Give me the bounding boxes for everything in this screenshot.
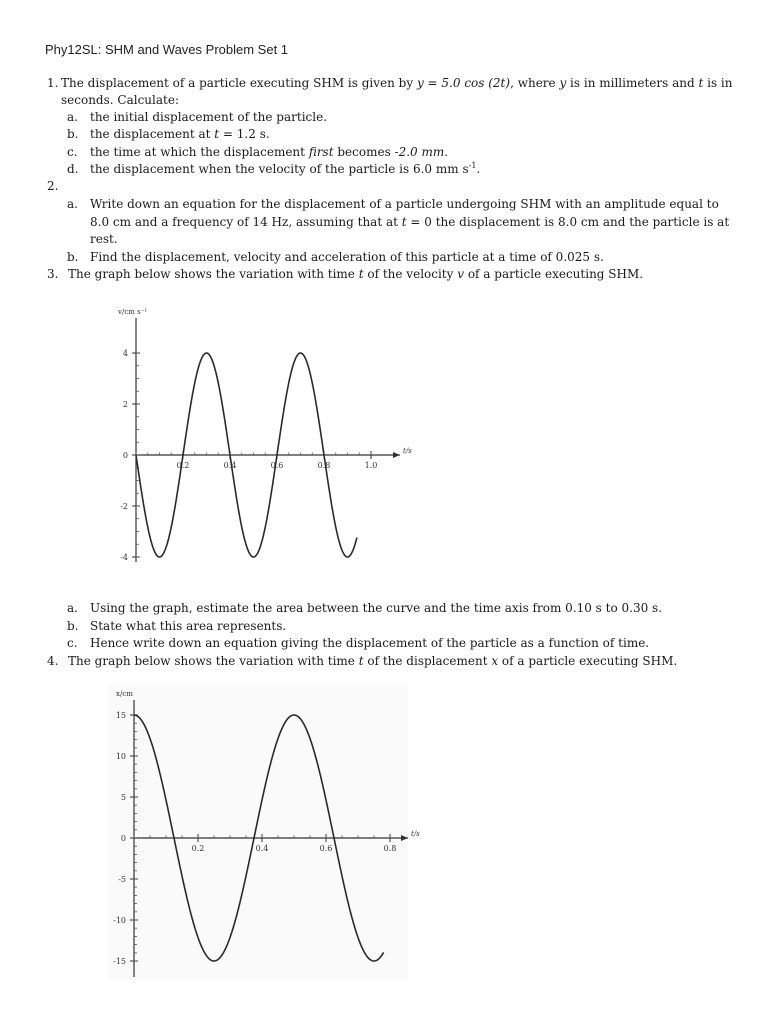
- q3-intro: The graph below shows the variation with time t of the velocity v of a particle executing SHM.: [68, 267, 644, 281]
- y-tick-label: -10: [113, 916, 126, 925]
- q2a-label: a.: [67, 197, 78, 211]
- y-tick-label: 10: [115, 752, 126, 761]
- q1d-text: the displacement when the velocity of the particle is 6.0 mm $s^{-1}$.: [90, 161, 481, 176]
- q1-stem: The displacement of a particle executing SHM is given by y = 5.0 cos (2t), where y is in millimeters and t is in: [61, 76, 733, 90]
- q1c-text: the time at which the displacement first becomes -2.0 mm.: [90, 145, 449, 159]
- q1a-label: a.: [67, 110, 78, 124]
- x-axis-arrow-icon: [393, 452, 400, 458]
- q3c-text: Hence write down an equation giving the displacement of the particle as a function of time.: [90, 636, 650, 650]
- q1a-text: the initial displacement of the particle.: [90, 110, 328, 124]
- y-tick-label: 2: [122, 400, 128, 409]
- q2a-line3: rest.: [90, 232, 118, 246]
- q3a-text: Using the graph, estimate the area between the curve and the time axis from 0.10 s to 0.30 s.: [90, 601, 663, 615]
- y-axis-label: x/cm: [116, 690, 133, 698]
- y-tick-label: 0: [120, 834, 126, 843]
- x-tick-label: 0.4: [223, 461, 237, 470]
- q3b-text: State what this area represents.: [90, 619, 287, 633]
- q3a-label: a.: [67, 601, 78, 615]
- x-tick-label: 0.8: [317, 461, 331, 470]
- x-axis-label: t/s: [411, 830, 420, 838]
- q3c-label: c.: [67, 636, 78, 650]
- x-tick-label: 0.6: [270, 461, 284, 470]
- q2a-line2: 8.0 cm and a frequency of 14 Hz, assuming that at t = 0 the displacement is 8.0 cm and the particle is at: [90, 215, 730, 229]
- y-tick-label: -4: [120, 553, 128, 562]
- q2b-text: Find the displacement, velocity and acceleration of this particle at a time of 0.025 s.: [90, 250, 604, 264]
- q2-number: 2.: [47, 179, 59, 193]
- q2b-label: b.: [67, 250, 79, 264]
- y-tick-label: -5: [118, 875, 126, 884]
- x-axis-label: t/s: [403, 447, 412, 455]
- q1c-label: c.: [67, 145, 78, 159]
- x-tick-label: 1.0: [364, 461, 378, 470]
- q4-number: 4.: [47, 654, 59, 668]
- displacement-time-graph: [100, 685, 440, 980]
- q2a-line1: Write down an equation for the displacement of a particle undergoing SHM with an amplitude equal to: [90, 197, 719, 211]
- q1b-text: the displacement at t = 1.2 s.: [90, 127, 270, 141]
- document-title: Phy12SL: SHM and Waves Problem Set 1: [45, 42, 289, 57]
- x-tick-label: 0.4: [255, 844, 269, 853]
- x-tick-label: 0.2: [191, 844, 205, 853]
- y-tick-label: -2: [120, 502, 128, 511]
- y-tick-label: 15: [115, 711, 126, 720]
- q4-intro: The graph below shows the variation with time t of the displacement x of a particle executing SHM.: [68, 654, 678, 668]
- y-axis-label: v/cm s⁻¹: [118, 308, 148, 316]
- y-tick-label: -15: [113, 957, 126, 966]
- q1d-label: d.: [67, 162, 79, 176]
- velocity-time-graph: [100, 300, 420, 585]
- q1-stem-line2: seconds. Calculate:: [61, 93, 179, 107]
- q1-number: 1.: [47, 76, 59, 90]
- y-tick-label: 4: [122, 349, 128, 358]
- x-tick-label: 0.6: [319, 844, 333, 853]
- q3-number: 3.: [47, 267, 59, 281]
- y-tick-label: 5: [120, 793, 126, 802]
- y-tick-label: 0: [122, 451, 128, 460]
- x-tick-label: 0.8: [383, 844, 397, 853]
- x-tick-label: 0.2: [176, 461, 190, 470]
- q1b-label: b.: [67, 127, 79, 141]
- q3b-label: b.: [67, 619, 79, 633]
